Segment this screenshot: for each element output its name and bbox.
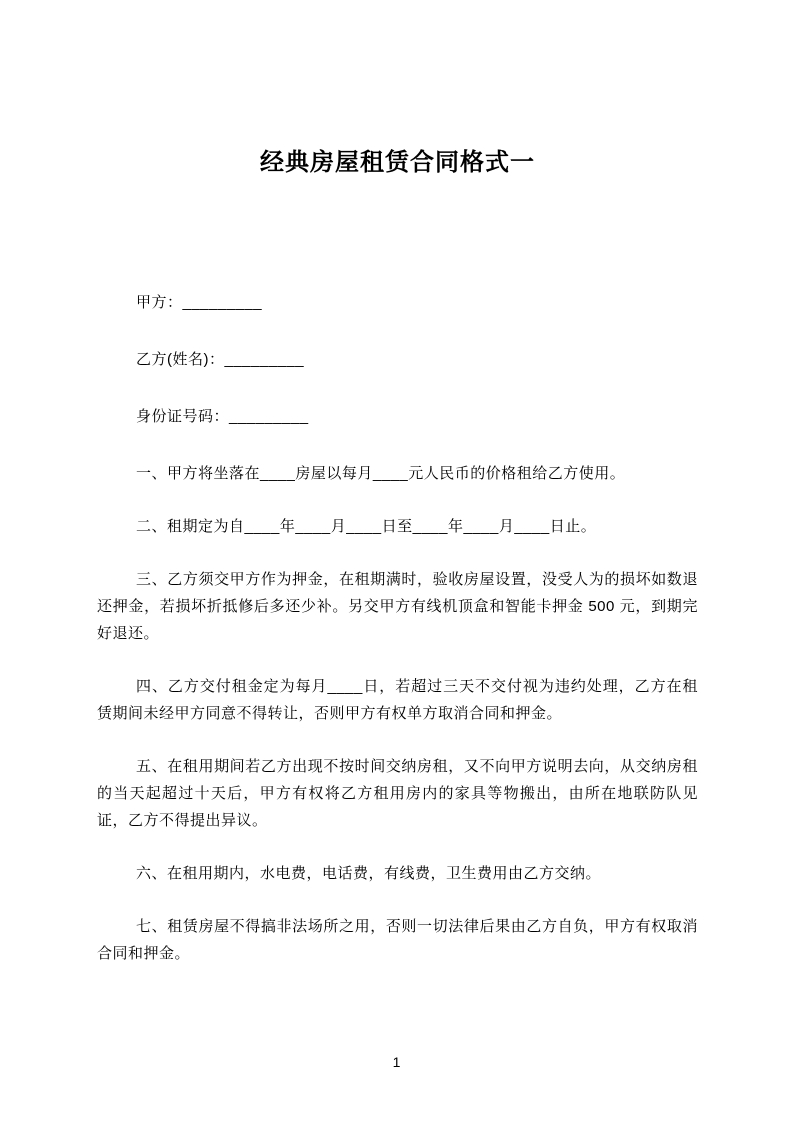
id-number-line: 身份证号码：_________ <box>136 408 309 425</box>
clause-6: 六、在租用期内，水电费，电话费，有线费，卫生费用由乙方交纳。 <box>136 865 602 882</box>
clause-4: 四、乙方交付租金定为每月____日，若超过三天不交付视为违约处理，乙方在租赁期间未经甲方同意不得转让，否则甲方有权单方取消合同和押金。 <box>97 678 698 722</box>
clause-1: 一、甲方将坐落在____房屋以每月____元人民币的价格租给乙方使用。 <box>136 465 626 482</box>
party-a-line: 甲方：_________ <box>136 294 263 311</box>
clause-5: 五、在租用期间若乙方出现不按时间交纳房租，又不向甲方说明去向，从交纳房租的当天起超过十天后，甲方有权将乙方租用房内的家具等物搬出，由所在地联防队见证，乙方不得提出异议。 <box>97 758 698 829</box>
clause-2: 二、租期定为自____年____月____日至____年____月____日止。 <box>136 518 597 535</box>
clause-7: 七、租赁房屋不得搞非法场所之用，否则一切法律后果由乙方自负，甲方有权取消合同和押金。 <box>97 918 698 962</box>
clause-3: 三、乙方须交甲方作为押金，在租期满时，验收房屋设置，没受人为的损坏如数退还押金，若损坏折抵修后多还少补。另交甲方有线机顶盒和智能卡押金 500 元，到期完好退还。 <box>97 571 698 642</box>
page-number: 1 <box>392 1054 401 1070</box>
party-b-line: 乙方(姓名)：_________ <box>136 351 305 368</box>
document-title: 经典房屋租赁合同格式一 <box>260 149 535 176</box>
